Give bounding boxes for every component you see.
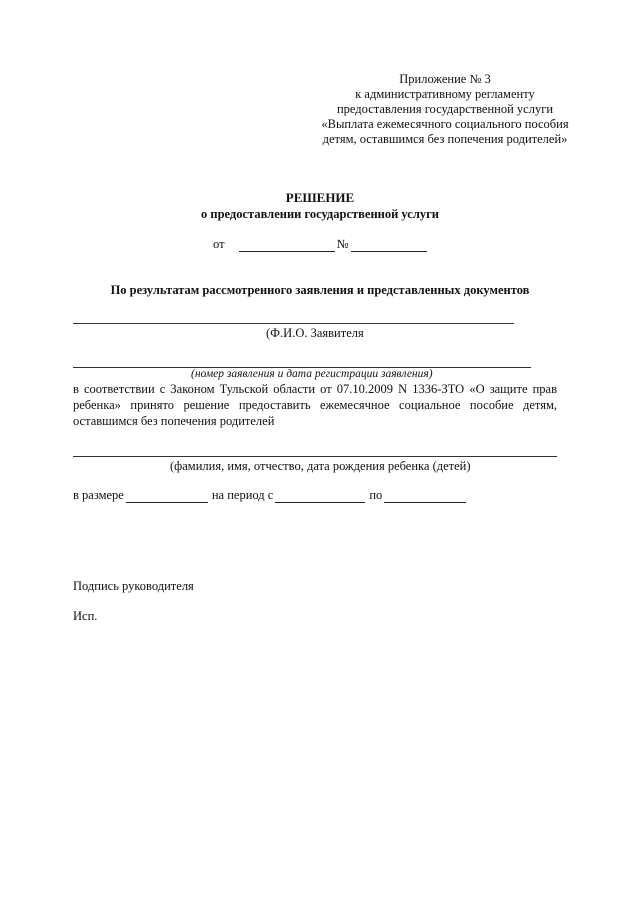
child-info-blank-field[interactable] bbox=[73, 456, 557, 457]
period-start-blank-field[interactable] bbox=[275, 490, 365, 503]
executor-label: Исп. bbox=[73, 609, 98, 623]
signature-label: Подпись руководителя bbox=[73, 579, 194, 593]
amount-period-row bbox=[73, 487, 468, 503]
annex-line-5: детям, оставшимся без попечения родителей» bbox=[322, 132, 568, 146]
period-label: на период с bbox=[211, 488, 274, 502]
amount-blank-field[interactable] bbox=[126, 490, 208, 503]
applicant-caption: (Ф.И.О. Заявителя bbox=[266, 326, 364, 340]
period-to-label: по bbox=[369, 488, 383, 502]
amount-label: в размере bbox=[73, 488, 124, 502]
annex-block bbox=[300, 72, 590, 147]
annex-line-3: предоставления государственной услуги bbox=[336, 102, 554, 116]
document-title: РЕШЕНИЕ bbox=[285, 190, 355, 205]
section-heading: По результатам рассмотренного заявления и представленных документов bbox=[110, 283, 530, 297]
annex-line-4: «Выплата ежемесячного социального пособия bbox=[321, 117, 569, 131]
annex-line-1: Приложение № 3 bbox=[399, 72, 491, 86]
number-label: № bbox=[336, 237, 349, 251]
date-number-row bbox=[213, 236, 429, 252]
number-blank-field[interactable] bbox=[351, 239, 427, 252]
applicant-name-blank-field[interactable] bbox=[73, 323, 514, 324]
document-subtitle: о предоставлении государственной услуги bbox=[201, 207, 439, 221]
child-caption: (фамилия, имя, отчество, дата рождения ребенка (детей) bbox=[170, 459, 471, 473]
from-label: от bbox=[213, 237, 225, 251]
annex-line-2: к административному регламенту bbox=[355, 87, 535, 101]
date-blank-field[interactable] bbox=[239, 239, 335, 252]
application-caption: (номер заявления и дата регистрации заявления) bbox=[191, 368, 433, 380]
period-end-blank-field[interactable] bbox=[384, 490, 466, 503]
decision-text: в соответствии с Законом Тульской области от 07.10.2009 N 1336-ЗТО «О защите прав ребенка» принято решение предоставить ежемесячное социальное пособие детям, оставшимся без попечения родителей bbox=[73, 382, 557, 428]
